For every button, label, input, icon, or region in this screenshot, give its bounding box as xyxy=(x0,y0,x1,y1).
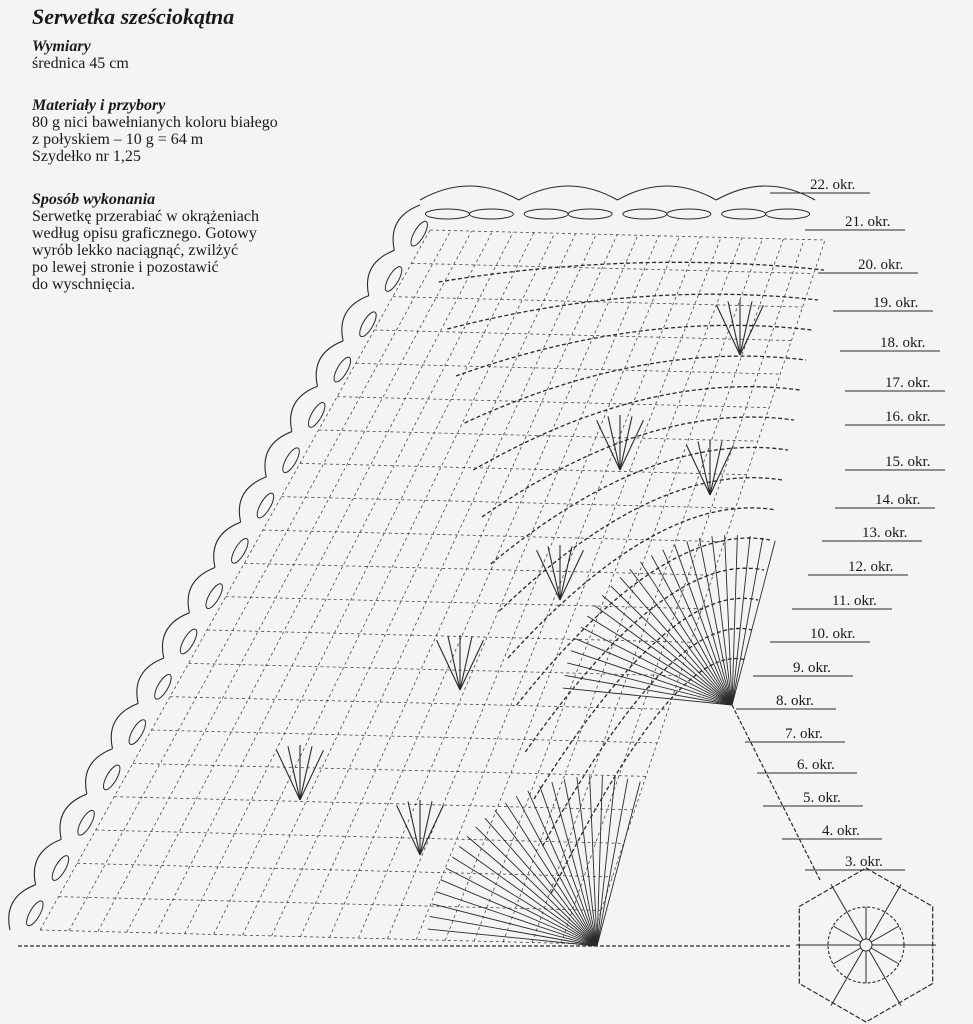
chain-round xyxy=(465,356,806,423)
edge-petal xyxy=(203,582,226,611)
leaf-motif xyxy=(460,636,472,690)
lattice-line xyxy=(301,235,618,937)
leaf-motif xyxy=(437,640,460,690)
round-label: 19. okr. xyxy=(873,295,919,311)
edge-petal xyxy=(331,355,354,384)
round-label: 7. okr. xyxy=(785,726,823,742)
instructions-line: po lewej stronie i pozostawić xyxy=(32,259,219,276)
round-label: 6. okr. xyxy=(797,757,835,773)
leaf-motif xyxy=(597,420,620,470)
stitch-fan xyxy=(581,627,732,705)
lattice-line xyxy=(151,730,657,743)
edge-scallop xyxy=(367,250,394,295)
leaf-motif xyxy=(710,445,733,495)
edge-petal xyxy=(408,219,431,248)
edge-scallop xyxy=(214,522,241,567)
edge-scallop xyxy=(9,885,36,930)
center-spoke xyxy=(885,884,901,912)
stitch-fan xyxy=(687,541,732,705)
edge-scallop xyxy=(111,703,138,748)
edge-petal xyxy=(425,209,469,219)
round-label: 14. okr. xyxy=(875,492,921,508)
edge-petal xyxy=(766,209,810,219)
edge-scallop xyxy=(265,432,292,477)
edge-scallop xyxy=(519,186,618,200)
lattice-line xyxy=(127,232,493,933)
round-label: 9. okr. xyxy=(793,660,831,676)
lattice-line xyxy=(532,239,783,943)
chain-round xyxy=(456,325,812,376)
edge-scallop xyxy=(393,205,420,250)
center-spoke xyxy=(831,884,847,912)
edge-petal xyxy=(623,209,667,219)
lattice-line xyxy=(40,230,430,930)
lattice-line xyxy=(98,231,472,931)
edge-petal xyxy=(357,310,380,339)
lattice-line xyxy=(387,236,679,939)
dimensions-heading: Wymiary xyxy=(32,38,91,55)
lattice-line xyxy=(226,597,702,609)
leaf-motif xyxy=(288,746,300,800)
edge-petal xyxy=(568,209,612,219)
stitch-fan xyxy=(712,536,732,705)
edge-petal xyxy=(524,209,568,219)
round-label: 20. okr. xyxy=(858,257,904,273)
dimensions-line: średnica 45 cm xyxy=(32,55,129,72)
center-spoke xyxy=(831,978,847,1006)
leaf-motif xyxy=(548,546,560,600)
lattice-line xyxy=(281,497,735,509)
leaf-motif xyxy=(560,550,583,600)
instructions-line: wyrób lekko naciągnąć, zwilżyć xyxy=(32,242,239,259)
edge-petal xyxy=(177,627,200,656)
edge-scallop xyxy=(137,658,164,703)
round-label: 5. okr. xyxy=(803,790,841,806)
leaf-motif xyxy=(420,805,443,855)
leaf-motif xyxy=(740,301,752,355)
lattice-line xyxy=(96,830,624,843)
edge-scallop xyxy=(618,186,717,200)
edge-scallop xyxy=(86,749,113,794)
instructions-line: Serwetkę przerabiać w okrążeniach xyxy=(32,208,259,225)
edge-petal xyxy=(280,446,303,475)
edge-scallop xyxy=(60,794,87,839)
stitch-fan xyxy=(732,541,775,705)
edge-petal xyxy=(667,209,711,219)
stitch-fan xyxy=(590,776,597,946)
round-label: 15. okr. xyxy=(885,454,931,470)
center-spoke xyxy=(885,978,901,1006)
edge-scallop xyxy=(316,341,343,386)
lattice-line xyxy=(503,238,762,941)
edge-petal xyxy=(75,808,98,837)
lattice-line xyxy=(189,663,680,675)
edge-petal xyxy=(722,209,766,219)
lattice-line xyxy=(319,430,758,441)
edge-scallop xyxy=(342,296,369,341)
leaf-motif xyxy=(620,416,632,470)
round-label: 22. okr. xyxy=(810,177,856,193)
edge-petal xyxy=(23,899,46,928)
instructions-heading: Sposób wykonania xyxy=(32,191,156,208)
round-label: 3. okr. xyxy=(845,854,883,870)
lattice-line xyxy=(358,236,658,938)
pattern-title: Serwetka sześciokątna xyxy=(32,4,235,29)
leaf-motif xyxy=(460,640,483,690)
edge-petal xyxy=(254,491,277,520)
lattice-line xyxy=(430,230,825,240)
round-label: 4. okr. xyxy=(822,823,860,839)
lattice-line xyxy=(77,863,612,877)
round-label: 16. okr. xyxy=(885,409,931,425)
leaf-motif xyxy=(300,750,323,800)
round-label: 17. okr. xyxy=(885,375,931,391)
edge-petal xyxy=(126,717,149,746)
round-label: 12. okr. xyxy=(848,559,894,575)
edge-scallop xyxy=(188,568,215,613)
lattice-line xyxy=(156,232,513,933)
round-label: 21. okr. xyxy=(845,214,891,230)
stitch-fan xyxy=(597,782,640,946)
lattice-line xyxy=(170,697,668,710)
lattice-line xyxy=(393,297,803,307)
round-label: 18. okr. xyxy=(880,335,926,351)
center-ring xyxy=(860,939,872,951)
materials-line: z połyskiem – 10 g = 64 m xyxy=(32,131,204,148)
chart-stitch-drawing xyxy=(9,186,936,1022)
edge-petal xyxy=(382,264,405,293)
materials-line: Szydełko nr 1,25 xyxy=(32,148,141,165)
edge-petal xyxy=(228,536,251,565)
lattice-line xyxy=(300,463,747,474)
instructions-line: do wyschnięcia. xyxy=(32,276,136,293)
stitch-fan xyxy=(577,777,597,946)
round-label: 11. okr. xyxy=(832,593,877,609)
lattice-line xyxy=(243,234,576,935)
lattice-line xyxy=(561,239,804,943)
chain-round xyxy=(491,447,788,564)
round-label: 10. okr. xyxy=(810,626,856,642)
edge-scallop xyxy=(239,477,266,522)
stitch-fan xyxy=(552,782,597,946)
lattice-line xyxy=(133,763,646,776)
leaf-motif xyxy=(608,416,620,470)
stitch-fan xyxy=(516,796,597,946)
leaf-motif xyxy=(740,305,763,355)
round-labels xyxy=(736,177,945,870)
edge-scallop xyxy=(420,186,519,200)
materials-line: 80 g nici bawełnianych koloru białego xyxy=(32,114,278,131)
lattice-line xyxy=(69,231,451,931)
instructions-line: według opisu graficznego. Gotowy xyxy=(32,225,257,242)
edge-scallop xyxy=(34,839,61,884)
leaf-motif xyxy=(277,750,300,800)
lattice-line xyxy=(445,237,721,940)
lattice-line xyxy=(356,363,781,374)
edge-petal xyxy=(49,853,72,882)
leaf-motif xyxy=(420,801,432,855)
edge-scallop xyxy=(162,613,189,658)
leaf-motif xyxy=(408,801,420,855)
leaf-motif xyxy=(717,305,740,355)
edge-scallop xyxy=(291,386,318,431)
edge-petal xyxy=(305,400,328,429)
leaf-motif xyxy=(397,805,420,855)
lattice-line xyxy=(214,233,555,934)
stitch-fan xyxy=(651,555,732,705)
edge-petal xyxy=(469,209,513,219)
lattice-line xyxy=(337,397,769,408)
lattice-line xyxy=(272,234,597,936)
materials-heading: Materiały i przybory xyxy=(32,97,166,114)
lattice-line xyxy=(185,233,534,934)
stitch-fan xyxy=(725,535,732,705)
round-label: 8. okr. xyxy=(776,693,814,709)
lattice-line xyxy=(263,530,724,542)
chain-round xyxy=(499,478,782,611)
round-label: 13. okr. xyxy=(862,525,908,541)
